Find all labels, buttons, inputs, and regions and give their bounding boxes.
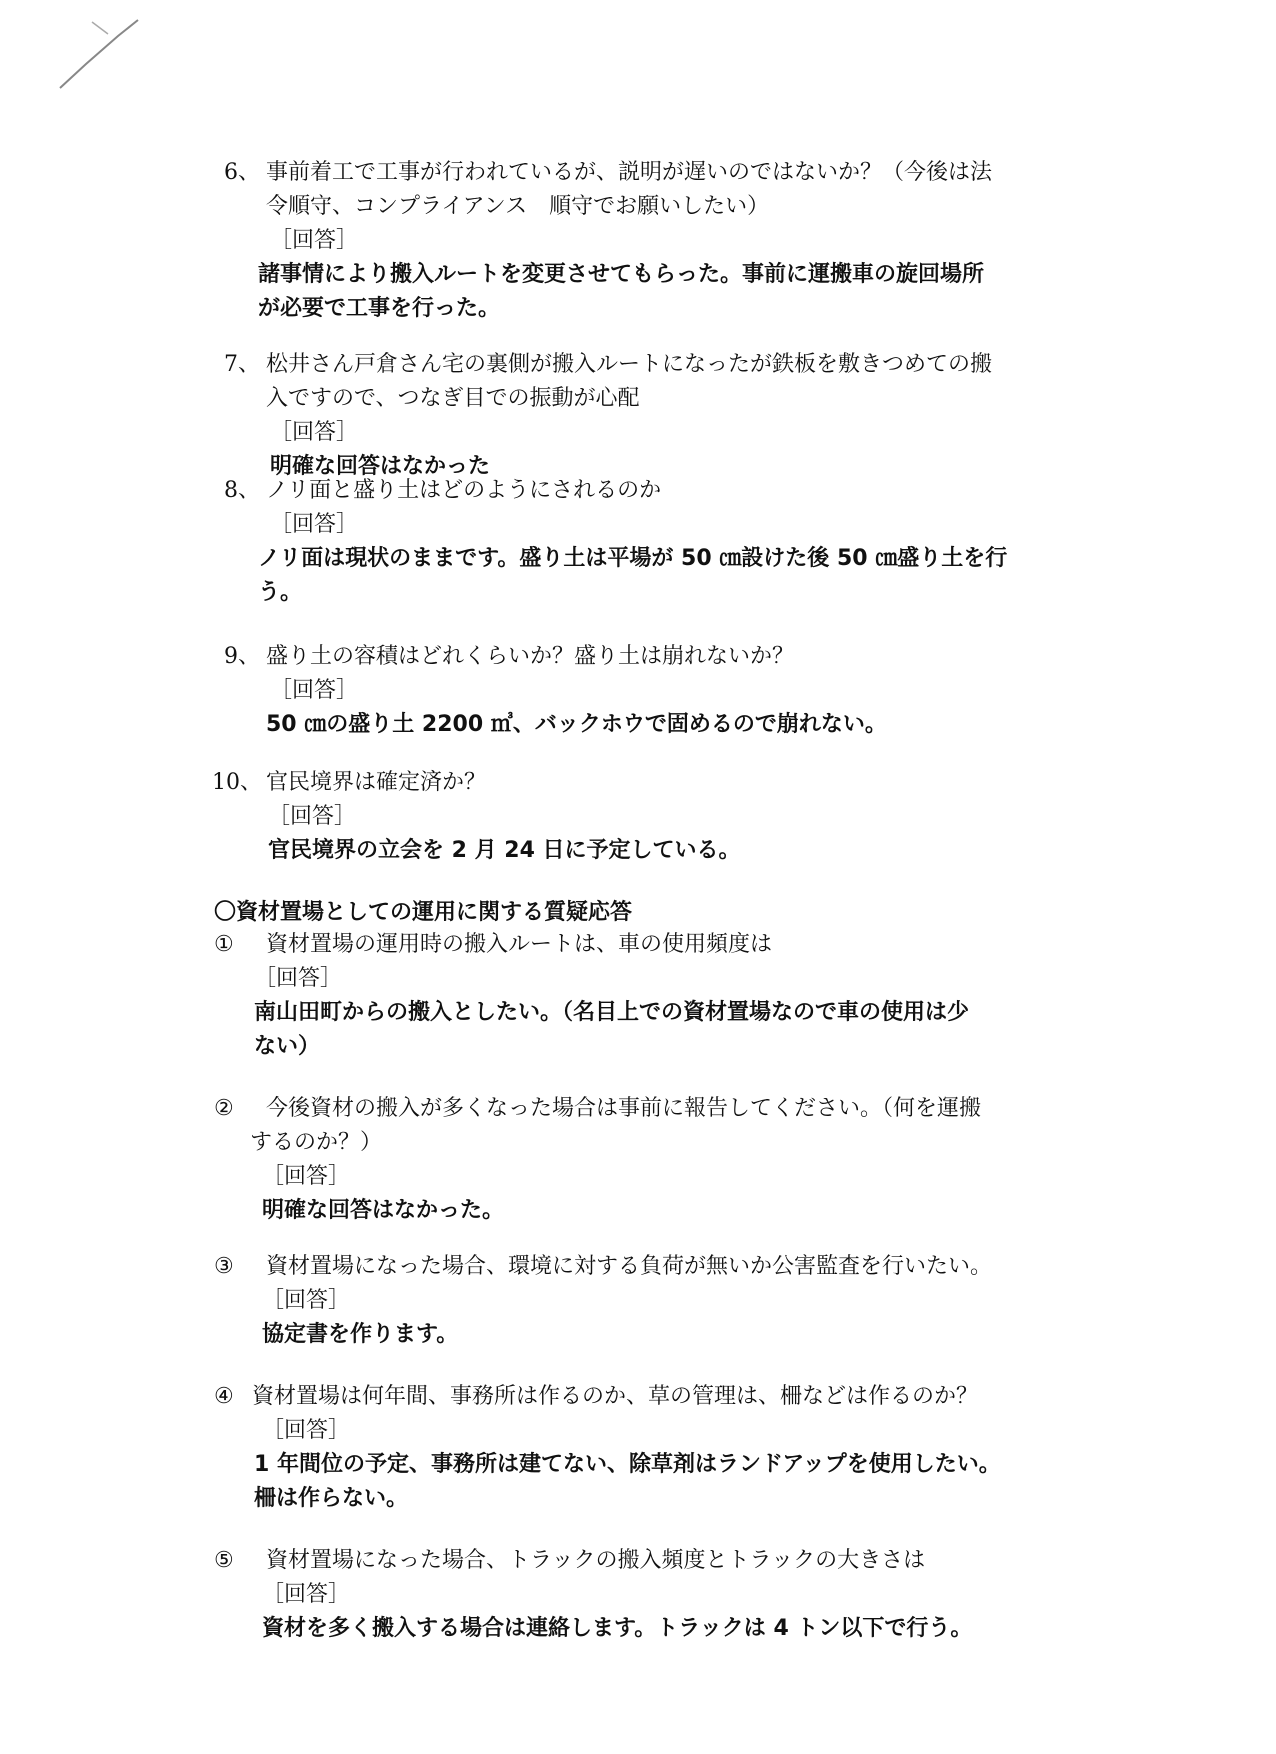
question-text-continued: するのか？） bbox=[250, 1130, 383, 1155]
question-text: 盛り土の容積はどれくらいか？盛り土は崩れないか？ bbox=[266, 644, 795, 669]
answer-label: ［回答］ bbox=[262, 1288, 351, 1313]
answer-label: ［回答］ bbox=[270, 228, 359, 253]
answer-label: ［回答］ bbox=[270, 420, 359, 445]
answer-text: 南山田町からの搬入としたい。（名目上での資材置場なので車の使用は少 bbox=[254, 1000, 970, 1025]
answer-text-continued: 柵は作らない。 bbox=[254, 1486, 409, 1511]
answer-text: 官民境界の立会を 2 月 24 日に予定している。 bbox=[268, 838, 741, 863]
qa-item-8 bbox=[224, 474, 1007, 610]
qa-circled-1 bbox=[214, 928, 969, 1064]
qa-circled-5 bbox=[214, 1544, 972, 1646]
answer-text: 協定書を作ります。 bbox=[262, 1322, 459, 1347]
answer-text: 1 年間位の予定、事務所は建てない、除草剤はランドアップを使用したい。 bbox=[254, 1452, 1001, 1477]
answer-text-continued: ない） bbox=[254, 1034, 321, 1059]
answer-text: ノリ面は現状のままです。盛り土は平場が 50 ㎝設けた後 50 ㎝盛り土を行 bbox=[258, 546, 1008, 571]
item-number: 9、 bbox=[224, 644, 260, 669]
answer-label: ［回答］ bbox=[270, 678, 359, 703]
question-text: 官民境界は確定済か？ bbox=[266, 770, 487, 795]
answer-text-continued: が必要で工事を行った。 bbox=[258, 296, 501, 321]
answer-label: ［回答］ bbox=[268, 804, 357, 829]
question-text-continued: 令順守、コンプライアンス 順守でお願いしたい） bbox=[266, 194, 770, 219]
item-number: ③ bbox=[214, 1254, 234, 1279]
item-number: 8、 bbox=[224, 478, 260, 503]
qa-item-7 bbox=[224, 348, 992, 484]
answer-label: ［回答］ bbox=[254, 966, 343, 991]
answer-label: ［回答］ bbox=[262, 1418, 351, 1443]
item-number: ① bbox=[214, 932, 234, 957]
qa-circled-4 bbox=[214, 1380, 1001, 1516]
qa-item-9 bbox=[224, 640, 887, 742]
item-number: 6、 bbox=[224, 160, 260, 185]
qa-item-6 bbox=[224, 156, 992, 326]
qa-circled-2 bbox=[214, 1092, 981, 1228]
question-text: 資材置場は何年間、事務所は作るのか、草の管理は、柵などは作るのか？ bbox=[252, 1384, 979, 1409]
question-text: 資材置場の運用時の搬入ルートは、車の使用頻度は bbox=[266, 932, 773, 957]
question-text: ノリ面と盛り土はどのようにされるのか bbox=[266, 478, 662, 503]
answer-text: 明確な回答はなかった bbox=[270, 454, 491, 479]
item-number: ② bbox=[214, 1096, 234, 1121]
answer-label: ［回答］ bbox=[270, 512, 359, 537]
answer-label: ［回答］ bbox=[262, 1164, 351, 1189]
pen-scratch-mark bbox=[58, 12, 178, 92]
question-text: 今後資材の搬入が多くなった場合は事前に報告してください。（何を運搬 bbox=[266, 1096, 982, 1121]
item-number: 10、 bbox=[212, 770, 262, 795]
answer-text: 50 ㎝の盛り土 2200 ㎥、バックホウで固めるので崩れない。 bbox=[266, 712, 887, 737]
question-text: 資材置場になった場合、トラックの搬入頻度とトラックの大きさは bbox=[266, 1548, 926, 1573]
item-number: 7、 bbox=[224, 352, 260, 377]
qa-item-10 bbox=[212, 766, 741, 868]
section-heading: 〇資材置場としての運用に関する質疑応答 bbox=[214, 900, 633, 925]
item-number: ⑤ bbox=[214, 1548, 234, 1573]
question-text-continued: 入ですので、つなぎ目での振動が心配 bbox=[266, 386, 640, 411]
answer-label: ［回答］ bbox=[262, 1582, 351, 1607]
question-text: 資材置場になった場合、環境に対する負荷が無いか公害監査を行いたい。 bbox=[266, 1254, 993, 1279]
question-text: 松井さん戸倉さん宅の裏側が搬入ルートになったが鉄板を敷きつめての搬 bbox=[266, 352, 993, 377]
qa-circled-3 bbox=[214, 1250, 992, 1352]
answer-text: 明確な回答はなかった。 bbox=[262, 1198, 505, 1223]
answer-text: 諸事情により搬入ルートを変更させてもらった。事前に運搬車の旋回場所 bbox=[258, 262, 985, 287]
item-number: ④ bbox=[214, 1384, 234, 1409]
answer-text: 資材を多く搬入する場合は連絡します。トラックは 4 トン以下で行う。 bbox=[262, 1616, 973, 1641]
answer-text-continued: う。 bbox=[258, 580, 303, 605]
question-text: 事前着工で工事が行われているが、説明が遅いのではないか？（今後は法 bbox=[266, 160, 993, 185]
